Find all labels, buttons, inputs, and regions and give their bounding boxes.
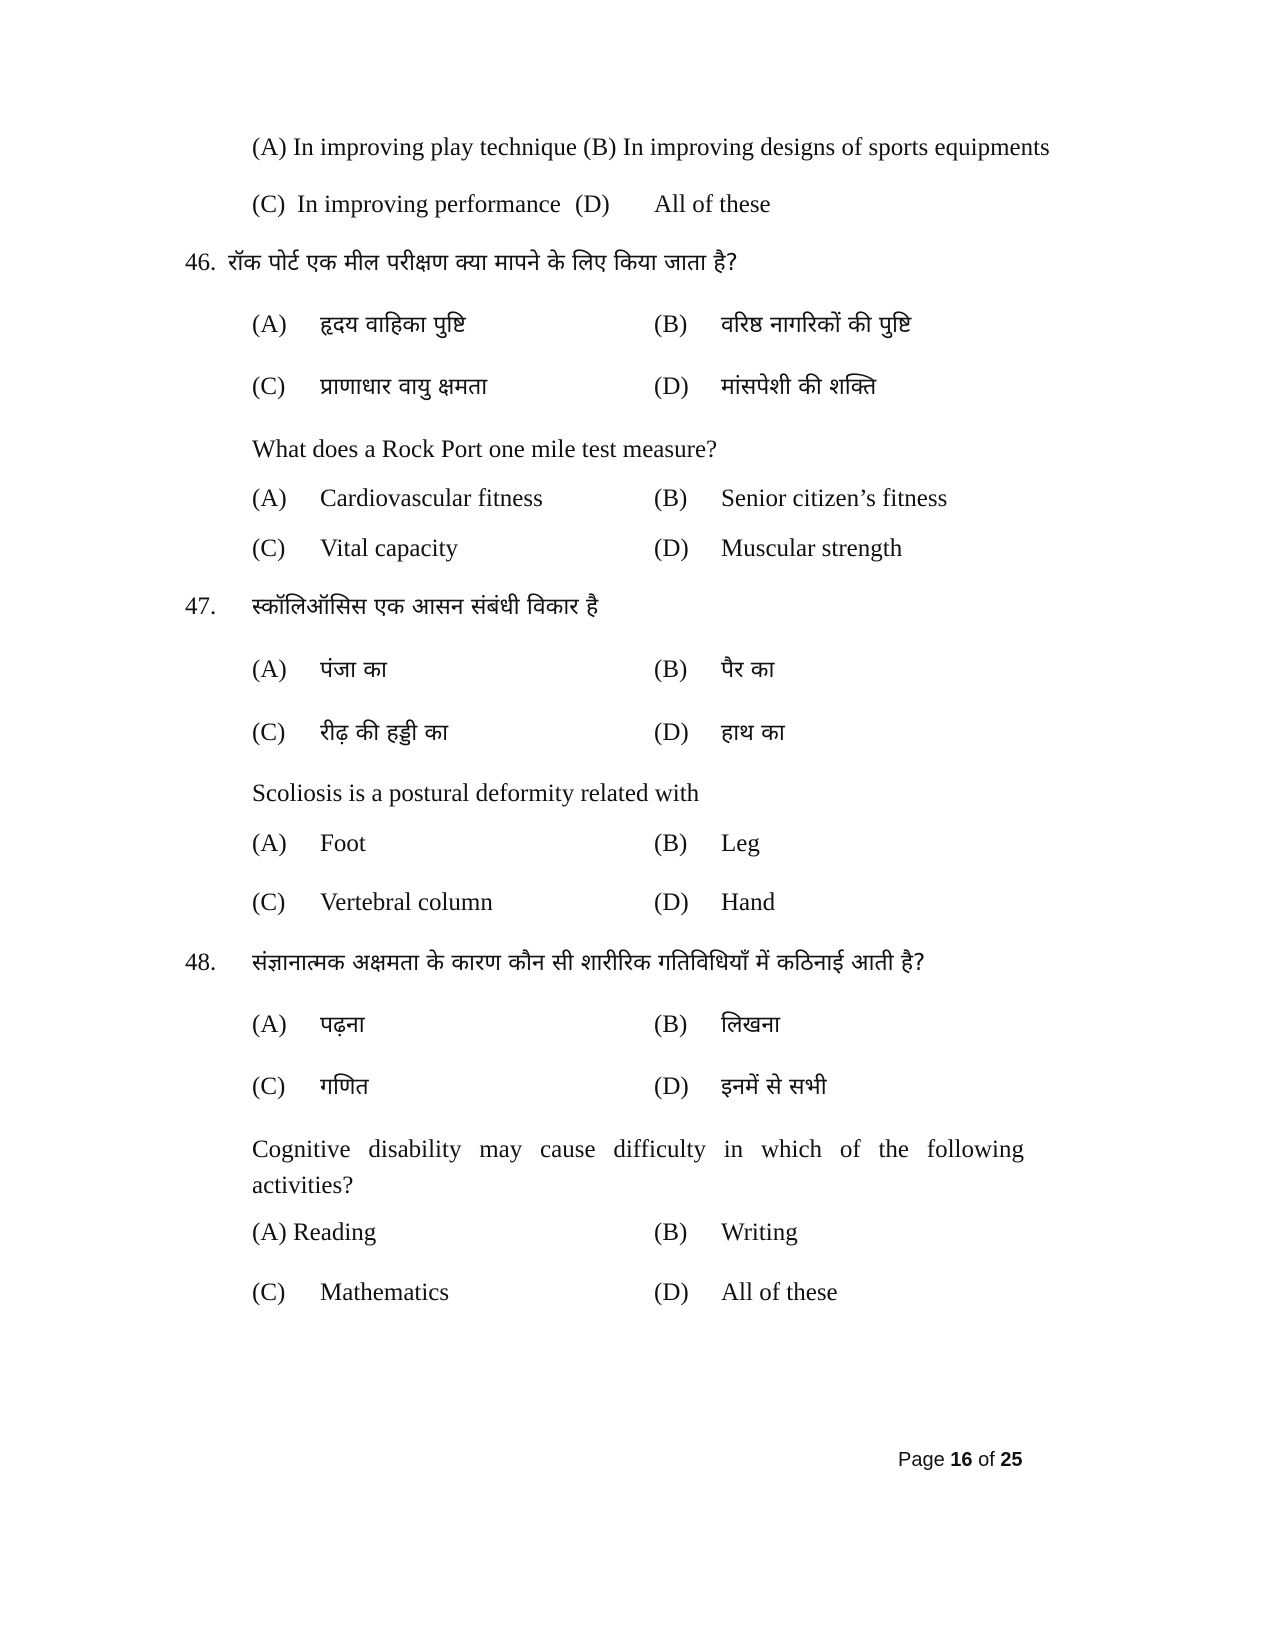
q46-english-option-b-text: Senior citizen’s fitness	[721, 485, 948, 512]
q48-english-option-d-label: (D)	[654, 1279, 689, 1306]
q47-hindi-option-d-text: हाथ का	[721, 720, 785, 746]
q46-english-option-a-label: (A)	[252, 485, 287, 512]
q46-english-option-b-label: (B)	[654, 485, 688, 512]
q45-option-d-label: (D)	[575, 191, 610, 218]
q47-english-option-d-label: (D)	[654, 889, 689, 916]
q46-hindi-option-a-label: (A)	[252, 311, 287, 338]
q46-english-option-c-text: Vital capacity	[320, 535, 459, 562]
q48-english-question-line1: Cognitive disability may cause difficulty in which of the following	[252, 1136, 1024, 1163]
q46-hindi-option-a-text: हृदय वाहिका पुष्टि	[320, 312, 466, 338]
page-number-footer	[898, 1448, 1023, 1472]
q46-hindi-option-c-text: प्राणाधार वायु क्षमता	[320, 374, 488, 400]
q47-hindi-option-b-text: पैर का	[721, 657, 775, 683]
q45-option-d-text: All of these	[654, 191, 771, 218]
q46-hindi-option-d-label: (D)	[654, 373, 689, 400]
q47-hindi-option-a-text: पंजा का	[320, 657, 388, 683]
q46-number: 46.	[185, 249, 217, 276]
q48-hindi-option-b-text: लिखना	[721, 1012, 781, 1038]
q48-english-option-b-label: (B)	[654, 1219, 688, 1246]
q48-hindi-option-a-text: पढ़ना	[320, 1012, 365, 1038]
q48-hindi-option-a-label: (A)	[252, 1011, 287, 1038]
q47-hindi-option-b-label: (B)	[654, 656, 688, 683]
q46-english-option-d-label: (D)	[654, 535, 689, 562]
q47-hindi-option-c-text: रीढ़ की हड्डी का	[320, 720, 449, 746]
q46-hindi-option-b-text: वरिष्ठ नागरिकों की पुष्टि	[721, 312, 912, 338]
q47-hindi-option-d-label: (D)	[654, 719, 689, 746]
q47-english-option-a-label: (A)	[252, 830, 287, 857]
q48-english-option-b-text: Writing	[721, 1219, 798, 1246]
q45-option-c-text: In improving performance	[297, 191, 561, 218]
page-total: 25	[1000, 1449, 1023, 1471]
q47-english-option-a-text: Foot	[320, 830, 366, 857]
page-prefix: Page	[898, 1449, 951, 1471]
q47-english-option-d-text: Hand	[721, 889, 776, 916]
q45-options-line1: (A) In improving play technique (B) In improving designs of sports equipments	[252, 134, 1050, 161]
page-of: of	[972, 1449, 1001, 1471]
q47-hindi-question: स्कॉलिऑसिस एक आसन संबंधी विकार है	[252, 594, 599, 620]
q48-hindi-question: संज्ञानात्मक अक्षमता के कारण कौन सी शारीरिक गतिविधियॉं में कठिनाई आती है?	[252, 950, 926, 976]
q47-hindi-option-c-label: (C)	[252, 719, 286, 746]
q46-english-option-c-label: (C)	[252, 535, 286, 562]
q47-english-option-c-label: (C)	[252, 889, 286, 916]
q47-english-option-b-text: Leg	[721, 830, 760, 857]
q48-hindi-option-c-text: गणित	[320, 1074, 369, 1100]
q47-english-option-c-text: Vertebral column	[320, 889, 493, 916]
q46-hindi-option-b-label: (B)	[654, 311, 688, 338]
q46-english-option-a-text: Cardiovascular fitness	[320, 485, 543, 512]
q47-hindi-option-a-label: (A)	[252, 656, 287, 683]
q46-english-question: What does a Rock Port one mile test measure?	[252, 436, 718, 463]
q45-option-c-label: (C)	[252, 191, 286, 218]
q48-english-question-line2: activities?	[252, 1172, 354, 1199]
q48-english-option-c-text: Mathematics	[320, 1279, 450, 1306]
q48-hindi-option-d-text: इनमें से सभी	[721, 1074, 827, 1100]
q48-number: 48.	[185, 949, 217, 976]
q48-english-option-a-label: (A) Reading	[252, 1219, 377, 1246]
q47-english-option-b-label: (B)	[654, 830, 688, 857]
page-current: 16	[950, 1449, 973, 1471]
q48-hindi-option-b-label: (B)	[654, 1011, 688, 1038]
q48-english-option-d-text: All of these	[721, 1279, 838, 1306]
q48-english-option-c-label: (C)	[252, 1279, 286, 1306]
q46-hindi-option-c-label: (C)	[252, 373, 286, 400]
q47-number: 47.	[185, 593, 217, 620]
q47-english-question: Scoliosis is a postural deformity related with	[252, 780, 700, 807]
q48-english-question	[252, 1132, 1024, 1204]
q48-hindi-option-d-label: (D)	[654, 1073, 689, 1100]
q48-hindi-option-c-label: (C)	[252, 1073, 286, 1100]
q46-english-option-d-text: Muscular strength	[721, 535, 903, 562]
q46-hindi-question: रॉक पोर्ट एक मील परीक्षण क्या मापने के लिए किया जाता है?	[228, 250, 738, 276]
q46-hindi-option-d-text: मांसपेशी की शक्ति	[721, 374, 877, 400]
